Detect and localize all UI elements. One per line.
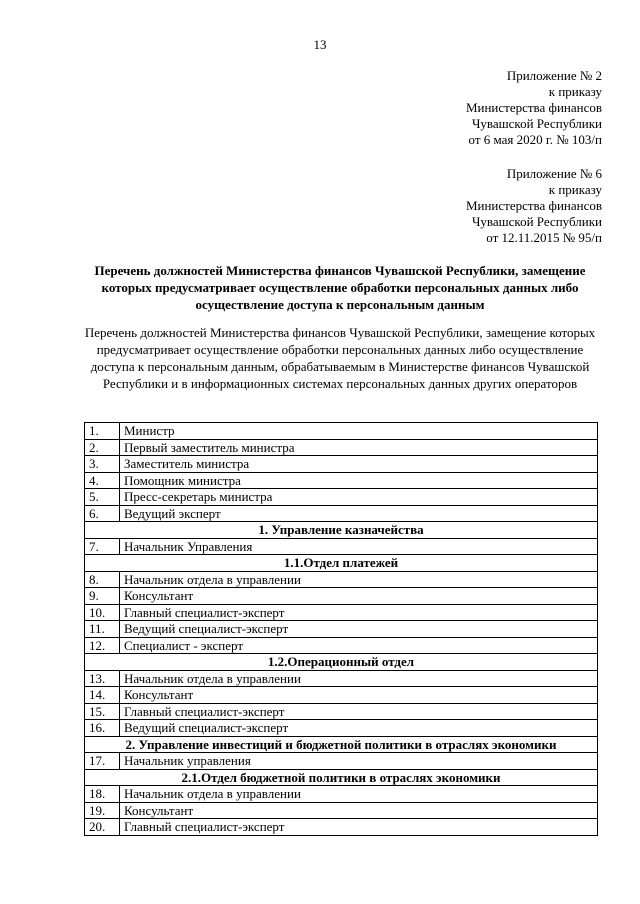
row-number: 5.: [85, 489, 120, 506]
position-title: Начальник отдела в управлении: [120, 571, 598, 588]
table-row: [85, 423, 598, 440]
section-title: 2.1.Отдел бюджетной политики в отраслях экономики: [85, 769, 598, 786]
position-title: Пресс-секретарь министра: [120, 489, 598, 506]
table-row: [85, 637, 598, 654]
position-title: Консультант: [120, 687, 598, 704]
position-title: Министр: [120, 423, 598, 440]
section-header-row: [85, 769, 598, 786]
row-number: 7.: [85, 538, 120, 555]
row-number: 12.: [85, 637, 120, 654]
annex-line: от 12.11.2015 № 95/п: [486, 230, 602, 245]
row-number: 20.: [85, 819, 120, 836]
position-title: Начальник отдела в управлении: [120, 670, 598, 687]
position-title: Специалист - эксперт: [120, 637, 598, 654]
position-title: Ведущий специалист-эксперт: [120, 621, 598, 638]
section-header-row: [85, 654, 598, 671]
table-row: [85, 753, 598, 770]
row-number: 11.: [85, 621, 120, 638]
position-title: Первый заместитель министра: [120, 439, 598, 456]
annex-line: Приложение № 6: [506, 166, 602, 181]
annex-line: к приказу: [548, 84, 602, 99]
position-title: Консультант: [120, 802, 598, 819]
row-number: 9.: [85, 588, 120, 605]
row-number: 6.: [85, 505, 120, 522]
position-title: Консультант: [120, 588, 598, 605]
row-number: 4.: [85, 472, 120, 489]
row-number: 16.: [85, 720, 120, 737]
table-row: [85, 802, 598, 819]
table-row: [85, 621, 598, 638]
row-number: 3.: [85, 456, 120, 473]
positions-table: [84, 422, 598, 836]
table-row: [85, 456, 598, 473]
table-row: [85, 670, 598, 687]
position-title: Главный специалист-эксперт: [120, 604, 598, 621]
position-title: Ведущий специалист-эксперт: [120, 720, 598, 737]
table-row: [85, 720, 598, 737]
row-number: 17.: [85, 753, 120, 770]
table-row: [85, 505, 598, 522]
table-row: [85, 588, 598, 605]
row-number: 8.: [85, 571, 120, 588]
document-title: Перечень должностей Министерства финансов Чувашской Республики, замещение которых предусматривает осуществление обработки персональных данных либо осуществление доступа к персональным данным: [94, 263, 586, 312]
table-row: [85, 819, 598, 836]
section-title: 1. Управление казначейства: [85, 522, 598, 539]
row-number: 18.: [85, 786, 120, 803]
position-title: Помощник министра: [120, 472, 598, 489]
table-row: [85, 472, 598, 489]
position-title: Начальник Управления: [120, 538, 598, 555]
position-title: Главный специалист-эксперт: [120, 819, 598, 836]
table-row: [85, 687, 598, 704]
table-row: [85, 571, 598, 588]
row-number: 2.: [85, 439, 120, 456]
annex-line: Приложение № 2: [506, 68, 602, 83]
positions-table-body: [85, 423, 598, 836]
table-row: [85, 538, 598, 555]
annex-line: Министерства финансов: [465, 198, 602, 213]
table-row: [85, 703, 598, 720]
row-number: 19.: [85, 802, 120, 819]
annex-line: к приказу: [548, 182, 602, 197]
table-row: [85, 439, 598, 456]
annex-block-1: [466, 68, 602, 148]
table-row: [85, 489, 598, 506]
section-title: 1.1.Отдел платежей: [85, 555, 598, 572]
position-title: Ведущий эксперт: [120, 505, 598, 522]
section-header-row: [85, 736, 598, 753]
section-header-row: [85, 555, 598, 572]
row-number: 14.: [85, 687, 120, 704]
row-number: 10.: [85, 604, 120, 621]
position-title: Начальник отдела в управлении: [120, 786, 598, 803]
row-number: 15.: [85, 703, 120, 720]
position-title: Главный специалист-эксперт: [120, 703, 598, 720]
document-intro: Перечень должностей Министерства финансов Чувашской Республики, замещение которых предусматривает осуществление обработки персональных данных либо осуществление доступа к персональным данным, обрабатываемым в Министерстве финансов Чувашской Республики и в информационных системах персональных данных других операторов: [84, 325, 596, 391]
table-row: [85, 604, 598, 621]
annex-block-2: [466, 166, 602, 246]
section-header-row: [85, 522, 598, 539]
position-title: Заместитель министра: [120, 456, 598, 473]
page-number: 13: [313, 37, 327, 52]
annex-line: от 6 мая 2020 г. № 103/п: [468, 132, 602, 147]
table-row: [85, 786, 598, 803]
row-number: 1.: [85, 423, 120, 440]
annex-line: Чувашской Республики: [471, 116, 602, 131]
section-title: 2. Управление инвестиций и бюджетной политики в отраслях экономики: [85, 736, 598, 753]
annex-line: Министерства финансов: [465, 100, 602, 115]
row-number: 13.: [85, 670, 120, 687]
position-title: Начальник управления: [120, 753, 598, 770]
section-title: 1.2.Операционный отдел: [85, 654, 598, 671]
annex-line: Чувашской Республики: [471, 214, 602, 229]
